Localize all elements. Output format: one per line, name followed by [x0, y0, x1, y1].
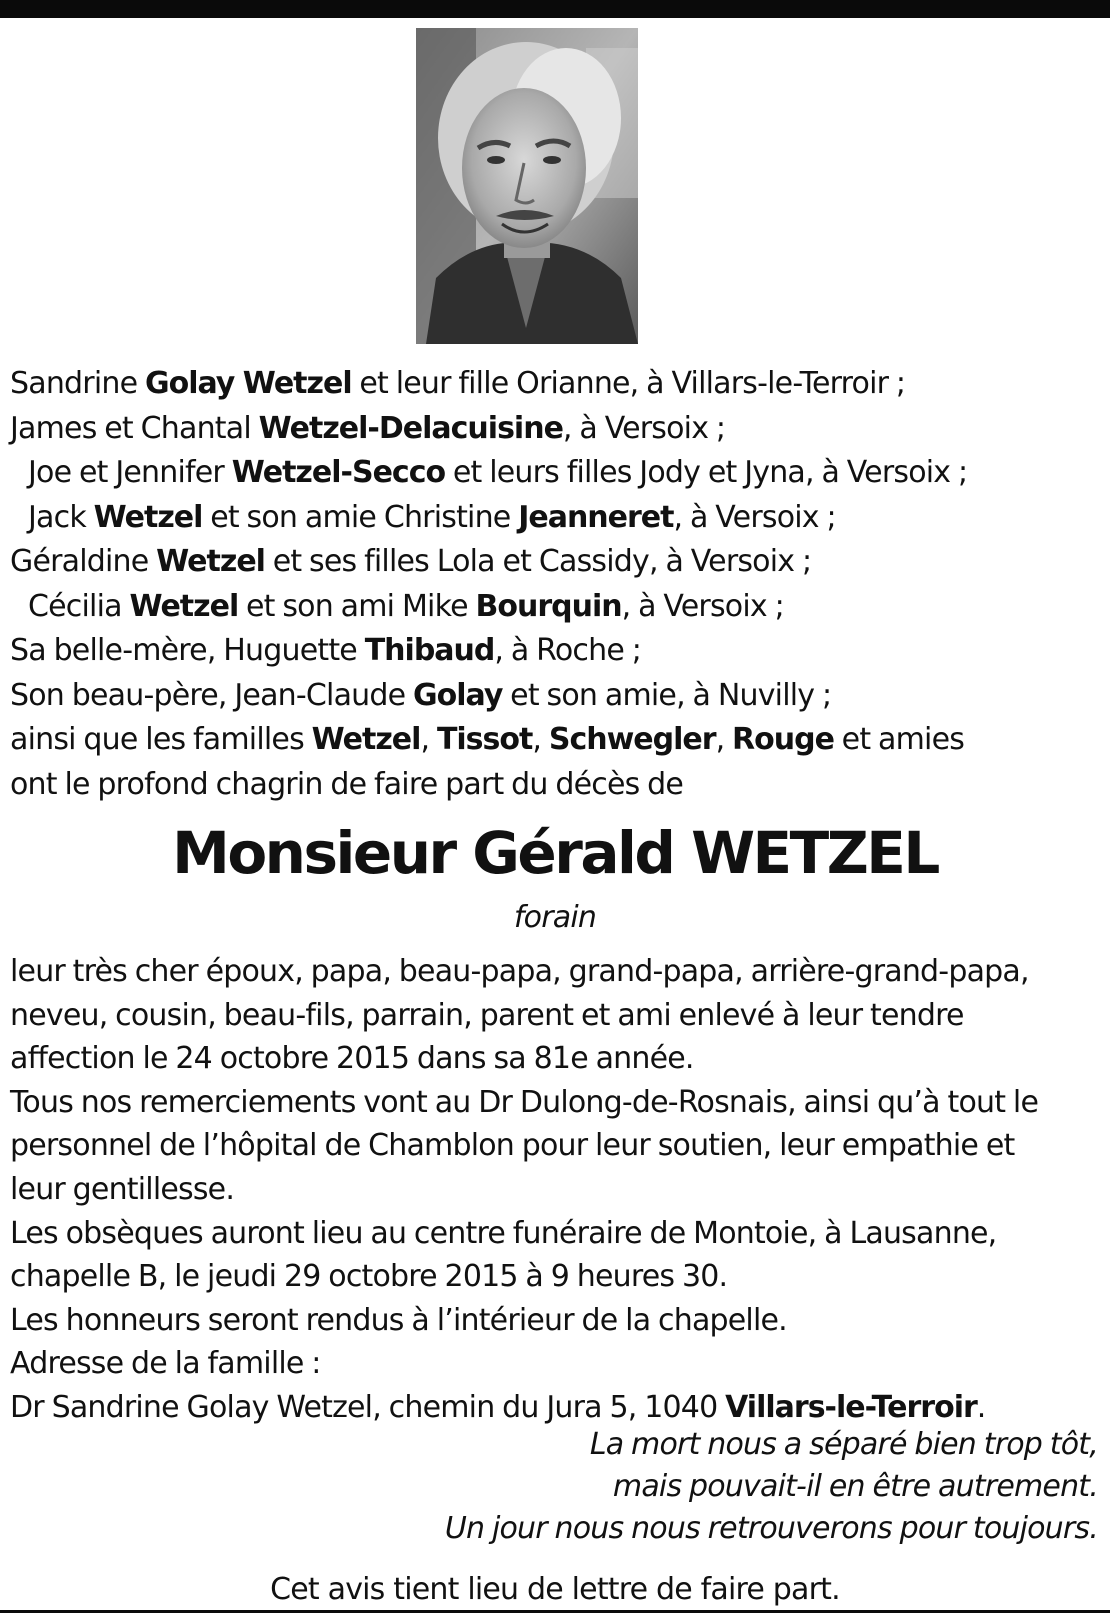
family-list	[10, 362, 1100, 807]
poem-line: mais pouvait-il en être autrement.	[612, 1469, 1098, 1504]
family-line-2: James et Chantal Wetzel-Delacuisine, à Versoix ;	[10, 410, 726, 446]
body-line: personnel de l’hôpital de Chamblon pour leur soutien, leur empathie et	[10, 1128, 1015, 1164]
poem	[445, 1424, 1098, 1550]
family-line-4: Jack Wetzel et son amie Christine Jeanneret, à Versoix ;	[28, 499, 836, 535]
portrait-photo	[416, 28, 638, 344]
families-line: ainsi que les familles Wetzel, Tissot, Schwegler, Rouge et amies	[10, 722, 965, 757]
body-line: neveu, cousin, beau-fils, parrain, parent et ami enlevé à leur tendre	[10, 997, 964, 1033]
family-address: Dr Sandrine Golay Wetzel, chemin du Jura 5, 1040 Villars-le-Terroir.	[10, 1389, 986, 1425]
body-line: chapelle B, le jeudi 29 octobre 2015 à 9 heures 30.	[10, 1259, 728, 1295]
poem-line: Un jour nous nous retrouverons pour toujours.	[444, 1511, 1098, 1546]
announcement-line: ont le profond chagrin de faire part du décès de	[10, 766, 684, 802]
family-line-5: Géraldine Wetzel et ses filles Lola et Cassidy, à Versoix ;	[10, 544, 812, 579]
closing-note: Cet avis tient lieu de lettre de faire part.	[270, 1572, 840, 1607]
family-line-6: Cécilia Wetzel et son ami Mike Bourquin, à Versoix ;	[28, 588, 784, 624]
body-line: affection le 24 octobre 2015 dans sa 81e année.	[10, 1041, 694, 1077]
family-line-1: Sandrine Golay Wetzel et leur fille Orianne, à Villars-le-Terroir ;	[10, 366, 906, 401]
deceased-name: Monsieur Gérald WETZEL	[172, 819, 938, 887]
body-line: Adresse de la famille :	[10, 1346, 321, 1382]
family-line-8: Son beau-père, Jean-Claude Golay et son amie, à Nuvilly ;	[10, 677, 832, 713]
body-line: Tous nos remerciements vont au Dr Dulong-de-Rosnais, ainsi qu’à tout le	[10, 1084, 1039, 1120]
notice-body	[10, 950, 1105, 1430]
family-line-3: Joe et Jennifer Wetzel-Secco et leurs filles Jody et Jyna, à Versoix ;	[28, 455, 968, 490]
body-line: Les honneurs seront rendus à l’intérieur de la chapelle.	[10, 1302, 787, 1338]
body-line: leur très cher époux, papa, beau-papa, grand-papa, arrière-grand-papa,	[10, 954, 1029, 989]
top-rule	[0, 0, 1110, 18]
profession: forain	[513, 900, 597, 935]
poem-line: La mort nous a séparé bien trop tôt,	[589, 1427, 1098, 1462]
bottom-rule	[0, 1610, 1110, 1613]
body-line: Les obsèques auront lieu au centre funéraire de Montoie, à Lausanne,	[10, 1215, 997, 1251]
family-line-7: Sa belle-mère, Huguette Thibaud, à Roche ;	[10, 633, 642, 668]
body-line: leur gentillesse.	[10, 1171, 235, 1207]
